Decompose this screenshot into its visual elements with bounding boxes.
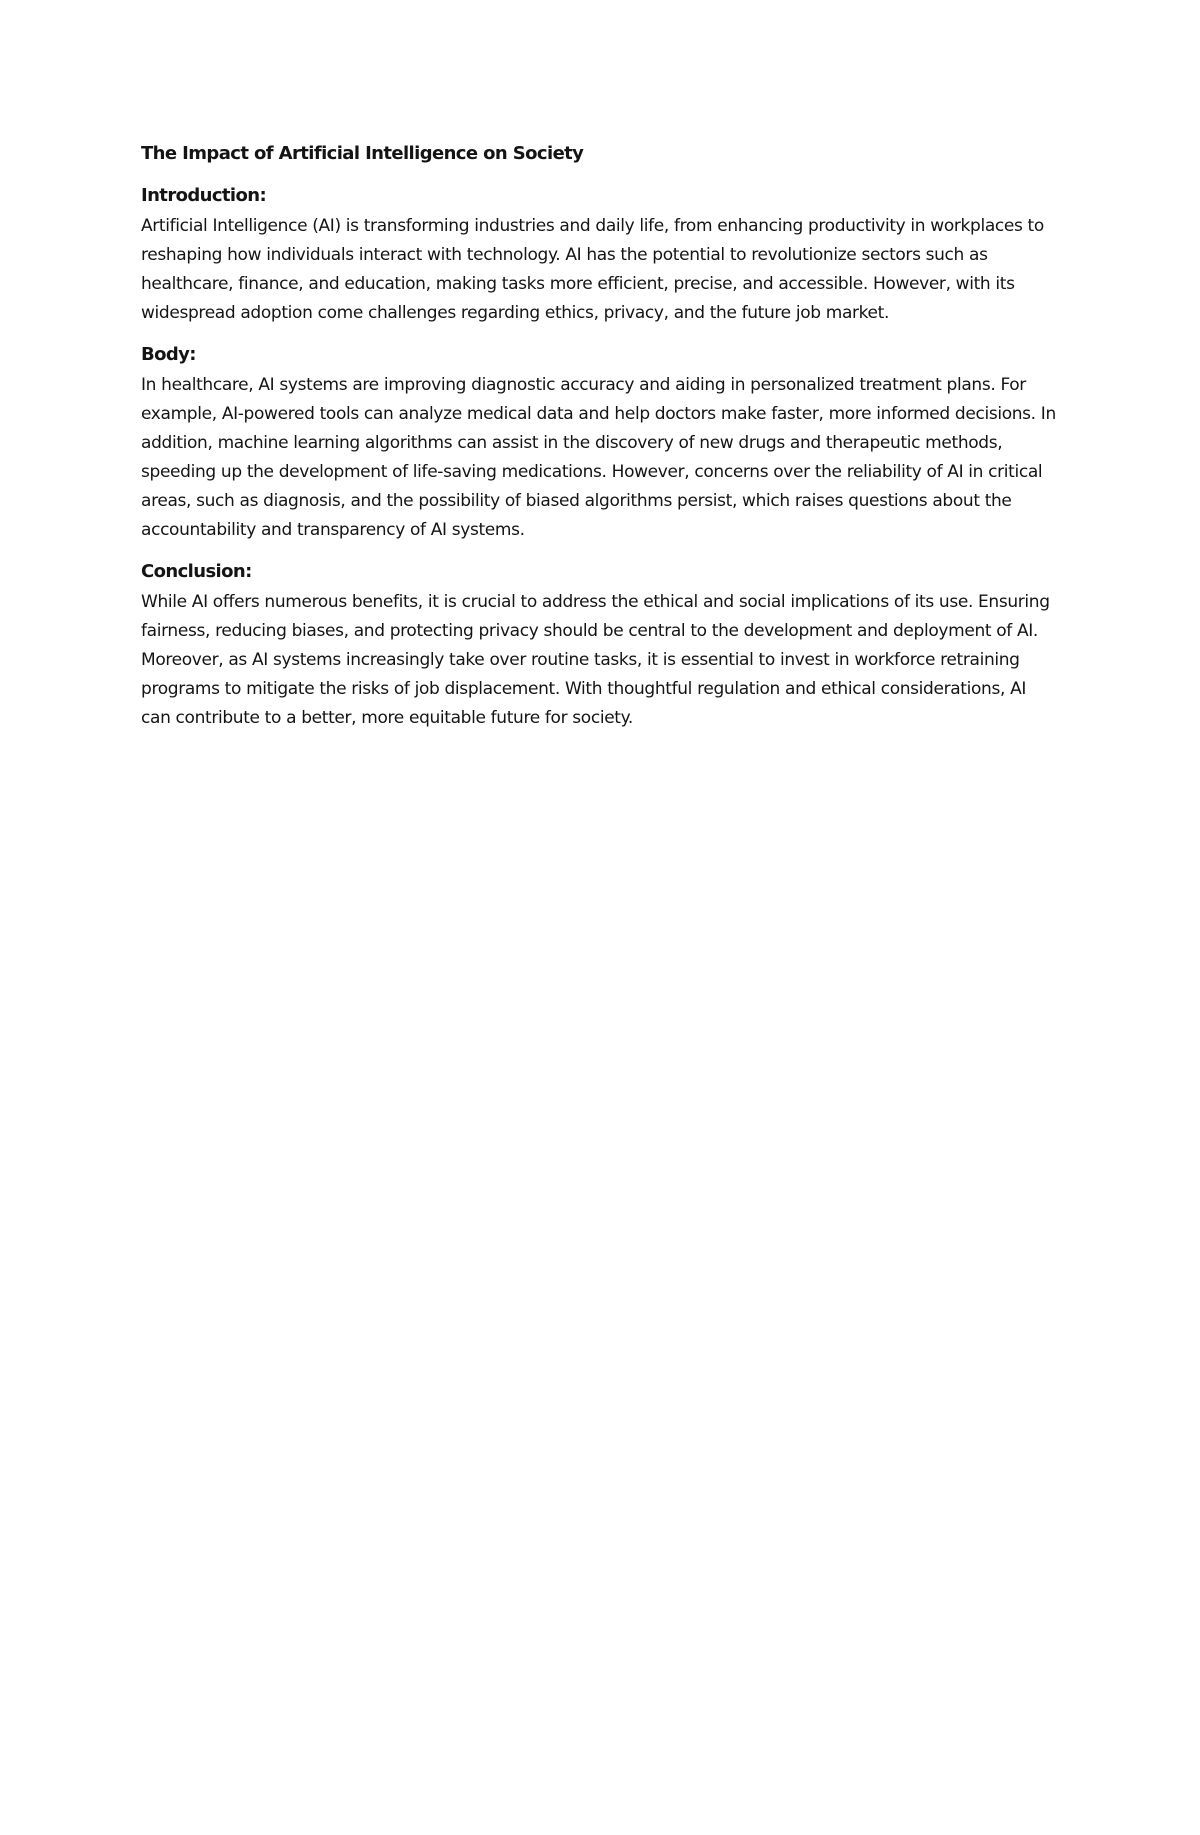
- section-introduction: [141, 183, 1059, 328]
- section-body: [141, 342, 1059, 545]
- document-body: [141, 141, 1059, 747]
- section-heading-conclusion: Conclusion:: [141, 561, 252, 582]
- section-heading-body: Body:: [141, 344, 196, 365]
- section-paragraph-introduction: Artificial Intelligence (AI) is transforming industries and daily life, from enhancing productivity in workplaces to reshaping how individuals interact with technology. AI has the potential to revolutionize sectors such as healthcare, finance, and education, making tasks more efficient, precise, and accessible. However, with its widespread adoption come challenges regarding ethics, privacy, and the future job market.: [141, 216, 1044, 323]
- document-title: The Impact of Artificial Intelligence on Society: [141, 143, 584, 164]
- section-paragraph-body: In healthcare, AI systems are improving diagnostic accuracy and aiding in personalized treatment plans. For example, AI-powered tools can analyze medical data and help doctors make faster, more informed decisions. In addition, machine learning algorithms can assist in the discovery of new drugs and therapeutic methods, speeding up the development of life-saving medications. However, concerns over the reliability of AI in critical areas, such as diagnosis, and the possibility of biased algorithms persist, which raises questions about the accountability and transparency of AI systems.: [141, 375, 1056, 540]
- section-conclusion: [141, 559, 1059, 733]
- section-paragraph-conclusion: While AI offers numerous benefits, it is crucial to address the ethical and social implications of its use. Ensuring fairness, reducing biases, and protecting privacy should be central to the development and deployment of AI. Moreover, as AI systems increasingly take over routine tasks, it is essential to invest in workforce retraining programs to mitigate the risks of job displacement. With thoughtful regulation and ethical considerations, AI can contribute to a better, more equitable future for society.: [141, 592, 1050, 728]
- section-heading-introduction: Introduction:: [141, 185, 267, 206]
